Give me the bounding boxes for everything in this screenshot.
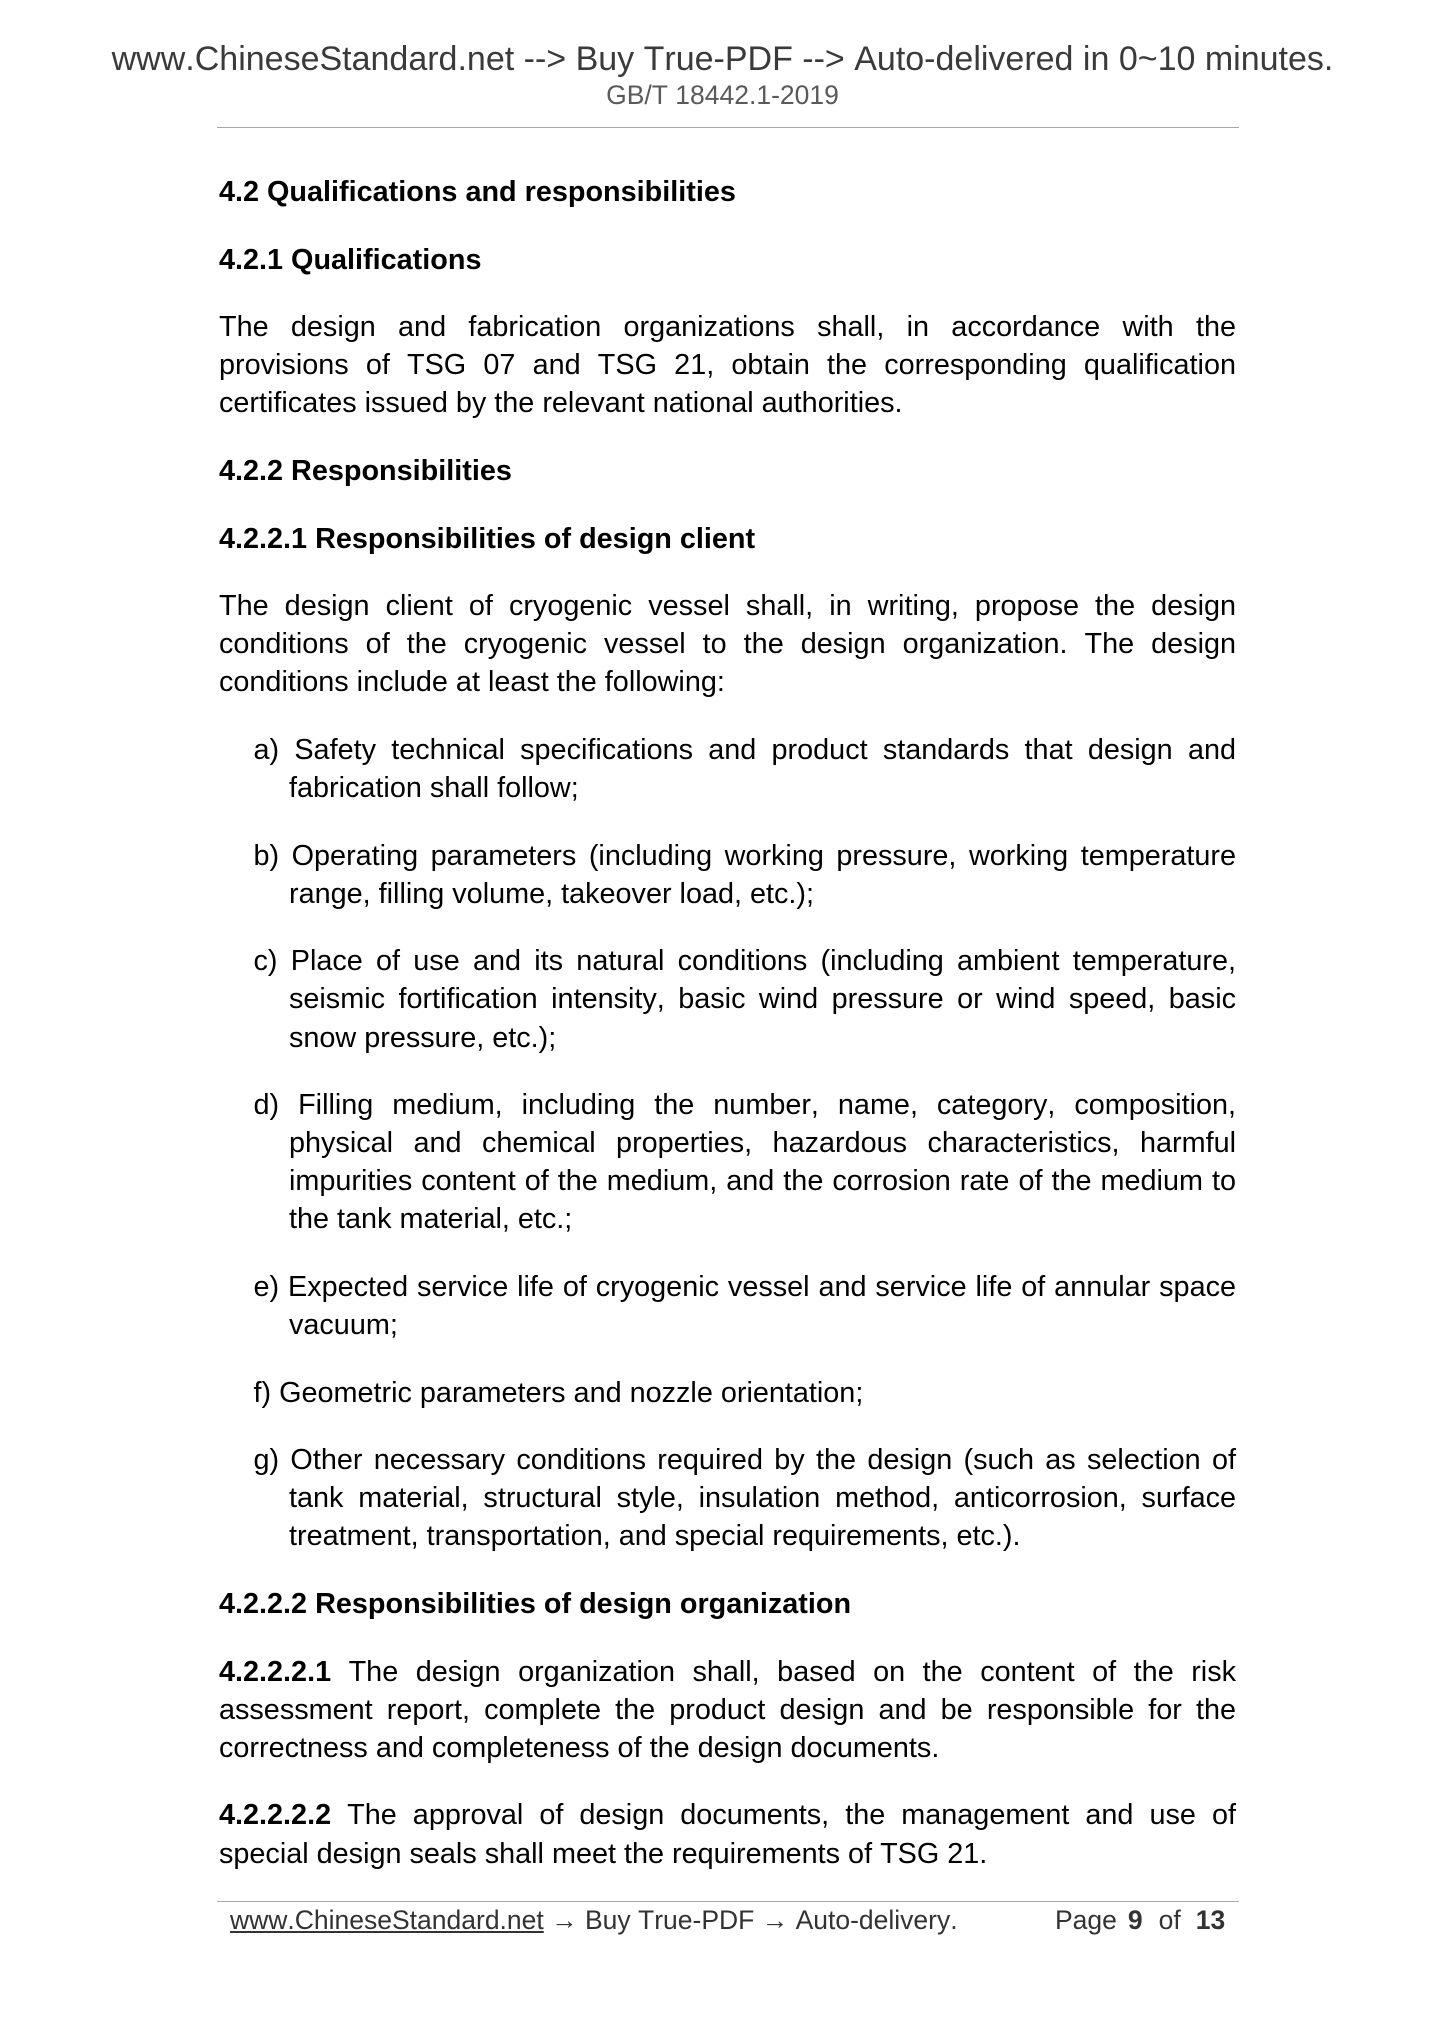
document-body — [219, 173, 1236, 1902]
text-line: b) Operating parameters (including working pressure, working temperature — [253, 839, 1236, 872]
footer-promo — [230, 1905, 958, 1935]
text-line: The design and fabrication organizations shall, in accordance with the — [219, 311, 1236, 344]
page-label: Page — [1055, 1905, 1117, 1935]
text-line: the tank material, etc.; — [289, 1203, 573, 1236]
condition-item-b — [219, 837, 1236, 913]
clause-text: The approval of design documents, the management and use of — [347, 1799, 1236, 1832]
text-line: conditions include at least the following: — [219, 666, 725, 699]
paragraph-design-client — [219, 587, 1236, 701]
text-line: correctness and completeness of the design documents. — [219, 1731, 940, 1764]
text-line — [219, 1653, 1236, 1691]
header-banner: www.ChineseStandard.net --> Buy True-PDF --> Auto-delivered in 0~10 minutes. — [111, 40, 1334, 78]
site-link[interactable]: www.ChineseStandard.net — [230, 1905, 544, 1935]
text-line: conditions of the cryogenic vessel to the design organization. The design — [219, 628, 1236, 661]
condition-item-c — [219, 942, 1236, 1056]
text-line: seismic fortification intensity, basic wind pressure or wind speed, basic — [289, 983, 1236, 1016]
text-line: f) Geometric parameters and nozzle orientation; — [253, 1376, 864, 1409]
page-total: 13 — [1195, 1905, 1226, 1935]
text-line: special design seals shall meet the requirements of TSG 21. — [219, 1837, 988, 1870]
page-current: 9 — [1127, 1905, 1143, 1935]
text-line: treatment, transportation, and special requirements, etc.). — [289, 1520, 1021, 1553]
clause-4-2-2-2-1 — [219, 1653, 1236, 1767]
section-heading-4-2: 4.2 Qualifications and responsibilities — [219, 176, 736, 208]
text-line: d) Filling medium, including the number, name, category, composition, — [253, 1089, 1236, 1122]
text-line: The design client of cryogenic vessel shall, in writing, propose the design — [219, 590, 1236, 623]
text-line: c) Place of use and its natural conditions (including ambient temperature, — [253, 945, 1236, 978]
clause-number: 4.2.2.2.2 — [219, 1799, 332, 1832]
condition-item-f — [219, 1374, 1236, 1412]
text-line: range, filling volume, takeover load, etc.); — [289, 877, 815, 910]
page-of-label: of — [1158, 1905, 1181, 1935]
text-line: vacuum; — [289, 1309, 398, 1342]
condition-item-a — [219, 731, 1236, 807]
footer-promo-text: → Buy True-PDF → Auto-delivery. — [551, 1905, 958, 1935]
clause-number: 4.2.2.2.1 — [219, 1655, 332, 1688]
text-line: fabrication shall follow; — [289, 772, 579, 805]
paragraph-qualifications — [219, 308, 1236, 422]
text-line: a) Safety technical specifications and product standards that design and — [253, 733, 1236, 766]
condition-item-d — [219, 1086, 1236, 1238]
text-line: impurities content of the medium, and the corrosion rate of the medium to — [289, 1165, 1236, 1198]
section-heading-4-2-2-2: 4.2.2.2 Responsibilities of design organization — [219, 1588, 852, 1621]
text-line: provisions of TSG 07 and TSG 21, obtain the corresponding qualification — [219, 349, 1236, 382]
footer-divider — [217, 1901, 1239, 1902]
text-line: assessment report, complete the product design and be responsible for the — [219, 1693, 1236, 1726]
text-line — [219, 1796, 1236, 1834]
text-line: certificates issued by the relevant national authorities. — [219, 387, 903, 420]
text-line: physical and chemical properties, hazardous characteristics, harmful — [289, 1127, 1236, 1160]
standard-code: GB/T 18442.1-2019 — [606, 80, 839, 110]
text-line: e) Expected service life of cryogenic vessel and service life of annular space — [253, 1270, 1236, 1303]
text-line: g) Other necessary conditions required by the design (such as selection of — [253, 1444, 1236, 1477]
clause-4-2-2-2-2 — [219, 1796, 1236, 1872]
condition-item-g — [219, 1441, 1236, 1555]
text-line: snow pressure, etc.); — [289, 1021, 557, 1054]
clause-text: The design organization shall, based on the content of the risk — [348, 1655, 1236, 1688]
header-divider — [217, 127, 1239, 128]
condition-item-e — [219, 1268, 1236, 1344]
text-line: tank material, structural style, insulation method, anticorrosion, surface — [289, 1482, 1236, 1515]
section-heading-4-2-2-1: 4.2.2.1 Responsibilities of design client — [219, 522, 756, 555]
page-number — [1055, 1905, 1225, 1935]
section-heading-4-2-1: 4.2.1 Qualifications — [219, 243, 482, 276]
section-heading-4-2-2: 4.2.2 Responsibilities — [219, 454, 512, 487]
